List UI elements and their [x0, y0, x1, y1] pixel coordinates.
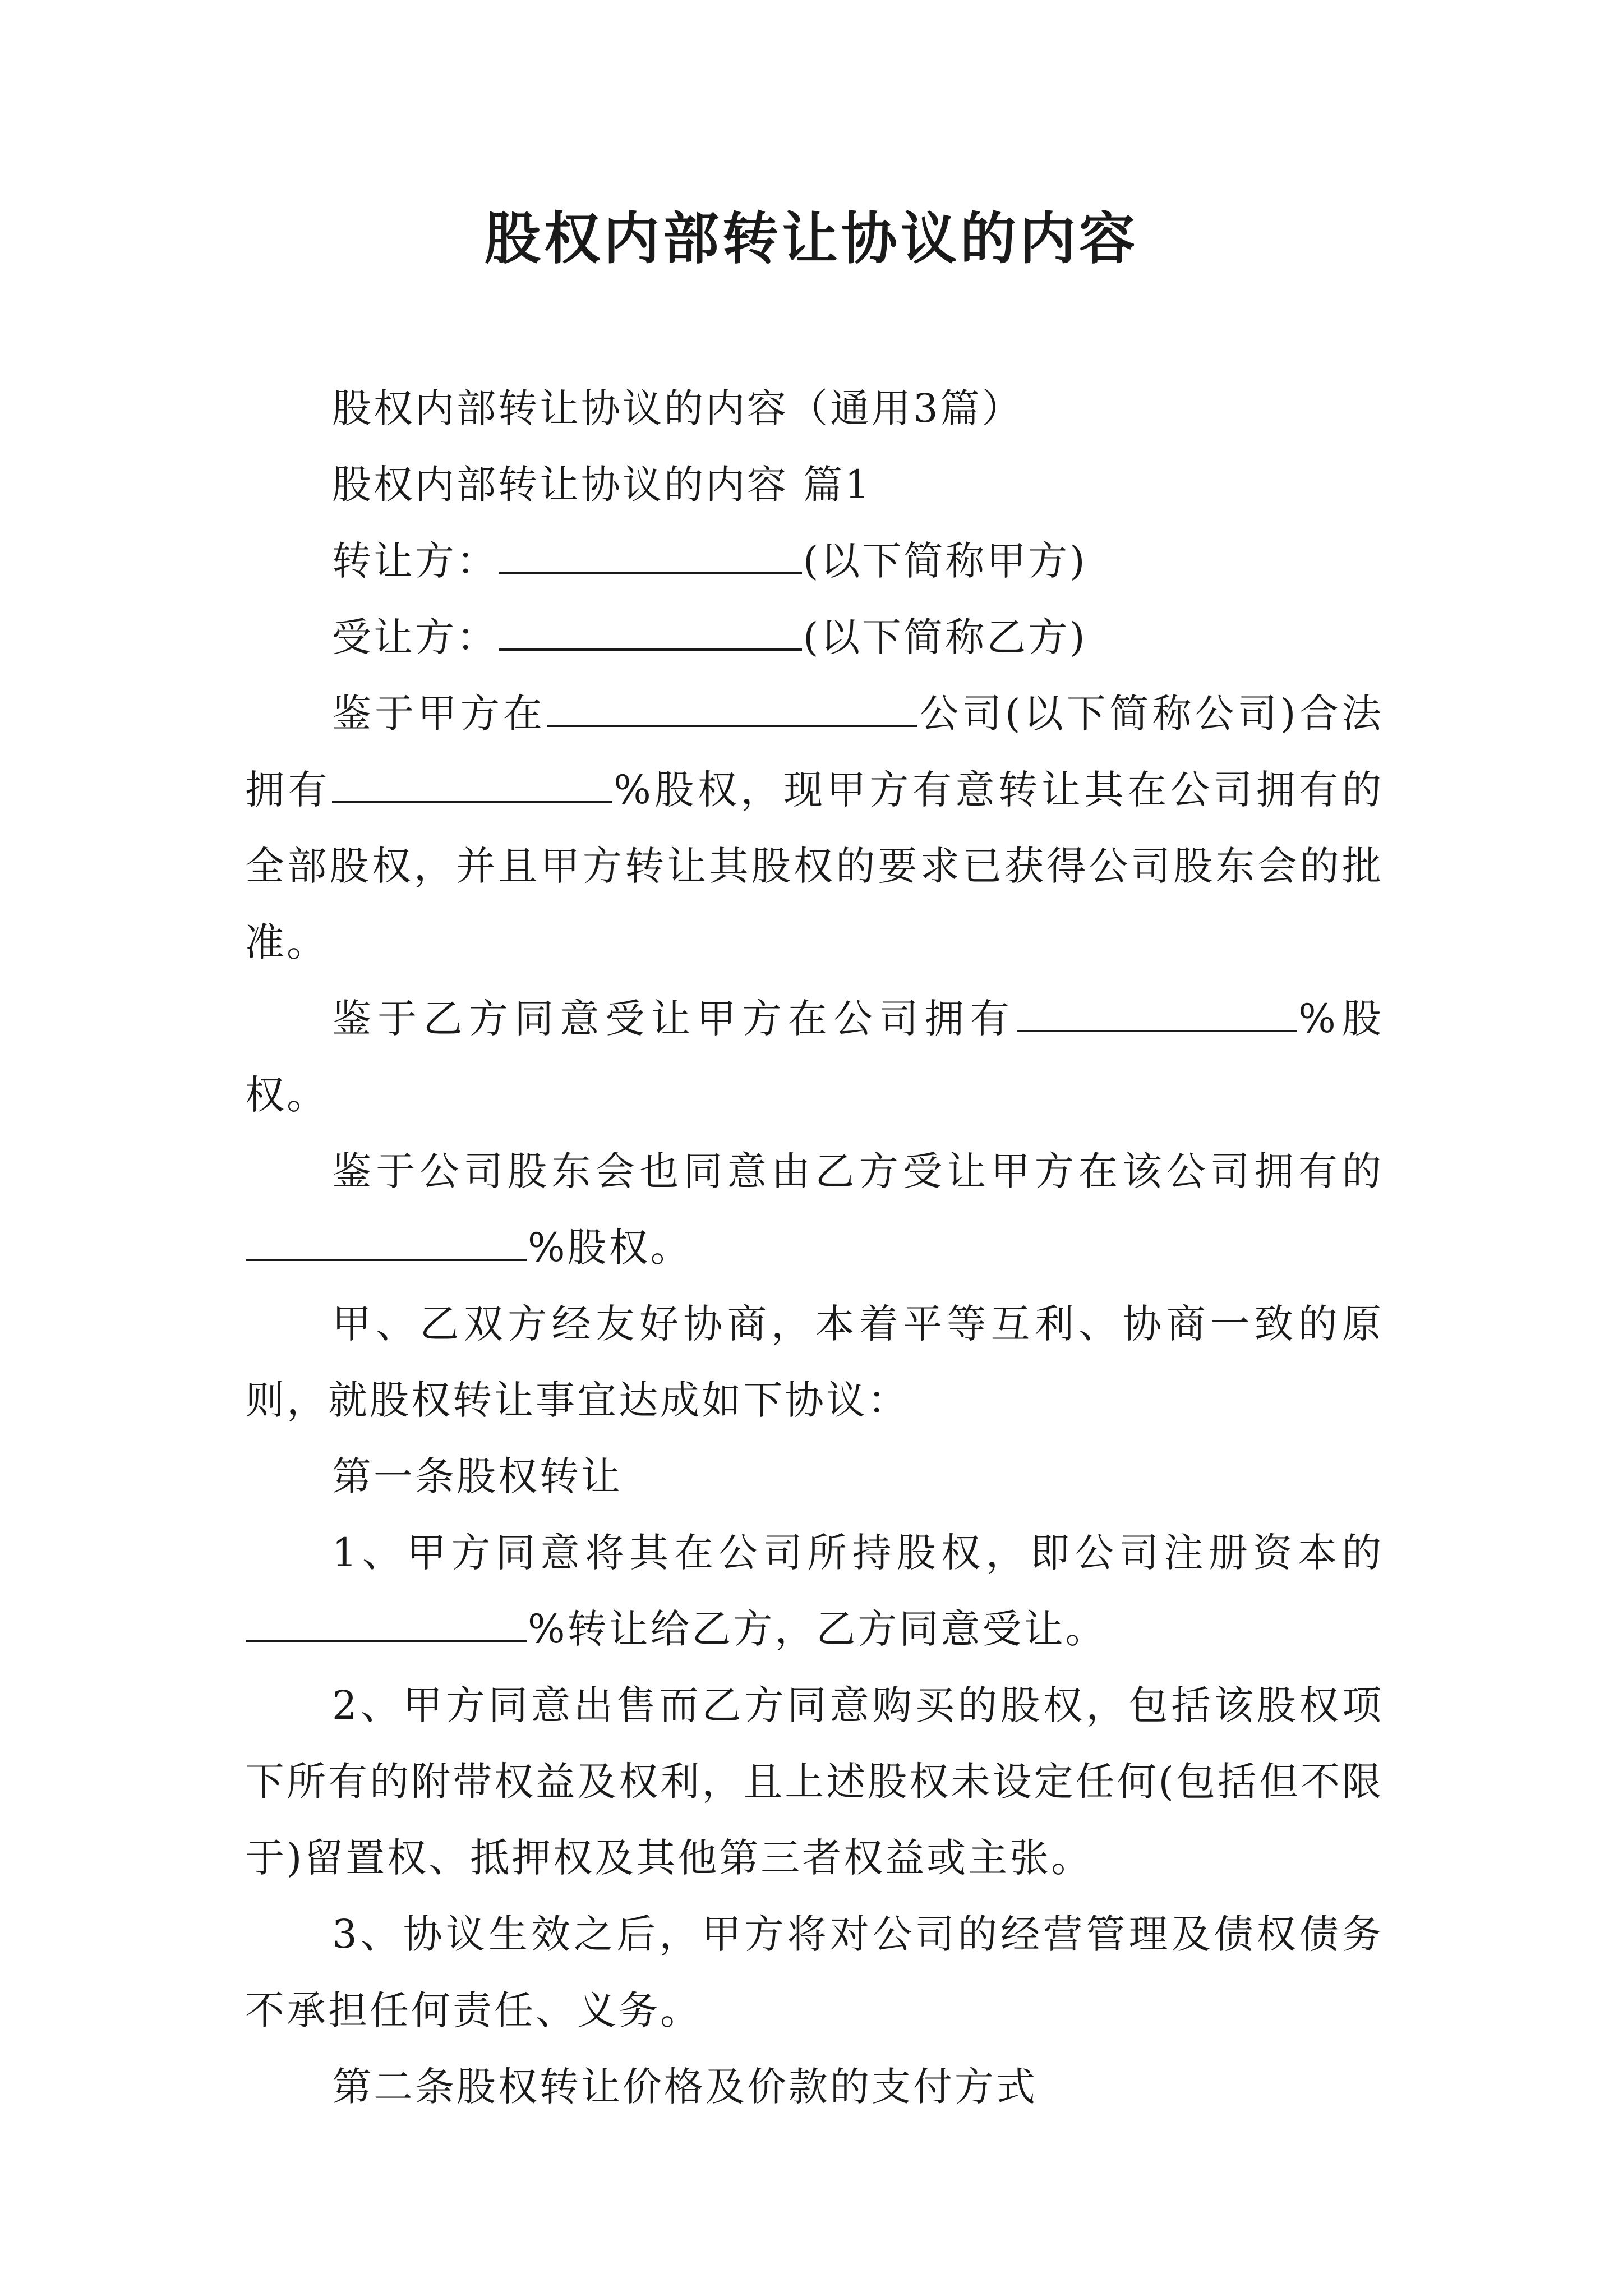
paragraph-subtitle: 股权内部转让协议的内容（通用3篇） [332, 385, 1023, 431]
recital-3-part-b: %股权。 [528, 1225, 692, 1271]
paragraph-transferor [245, 523, 1384, 599]
equity-percent-blank [332, 769, 612, 803]
document-body [245, 370, 1384, 2125]
transferor-blank [499, 540, 802, 574]
transferor-note: (以下简称甲方) [803, 538, 1087, 584]
capital-percent-blank [246, 1608, 527, 1642]
paragraph-recital-3 [245, 1133, 1384, 1286]
clause-1-part-a: 1、甲方同意将其在公司所持股权，即公司注册资本的 [332, 1530, 1384, 1576]
document-title: 股权内部转让协议的内容 [485, 205, 1138, 272]
article-2-heading: 第二条股权转让价格及价款的支付方式 [332, 2064, 1038, 2110]
paragraph-recital-2 [245, 981, 1384, 1133]
paragraph-recital-1 [245, 675, 1384, 981]
recital-1-part-a: 鉴于甲方在 [332, 691, 546, 737]
recital-2-part-a: 鉴于乙方同意受让甲方在公司拥有 [332, 996, 1016, 1042]
transferee-note: (以下简称乙方) [803, 614, 1087, 660]
equity-percent-blank [246, 1226, 527, 1261]
recital-2-part-b: %股权。 [245, 996, 1384, 1118]
company-name-blank [547, 692, 917, 727]
article-1-heading: 第一条股权转让 [332, 1453, 623, 1499]
article-1-clause-2: 2、甲方同意出售而乙方同意购买的股权，包括该股权项下所有的附带权益及权利，且上述股权未设定任何(包括但不限于)留置权、抵押权及其他第三者权益或主张。 [245, 1682, 1384, 1881]
equity-percent-blank [1017, 997, 1297, 1032]
paragraph-transferee [245, 599, 1384, 675]
recital-1-part-b: 公司(以下简称公司)合法拥有 [245, 691, 1384, 813]
recital-3-part-a: 鉴于公司股东会也同意由乙方受让甲方在该公司拥有的 [332, 1148, 1384, 1194]
recital-1-part-c: %股权，现甲方有意转让其在公司拥有的全部股权，并且甲方转让其股权的要求已获得公司股东会的批准。 [245, 767, 1384, 965]
paragraph-section-heading: 股权内部转让协议的内容 篇1 [332, 462, 872, 508]
article-1-clause-1 [245, 1515, 1384, 1667]
clause-1-part-b: %转让给乙方，乙方同意受让。 [528, 1606, 1107, 1652]
transferee-label: 受让方： [332, 614, 498, 660]
article-1-clause-3: 3、协议生效之后，甲方将对公司的经营管理及债权债务不承担任何责任、义务。 [245, 1911, 1384, 2033]
transferee-blank [499, 616, 802, 651]
transferor-label: 转让方： [332, 538, 498, 584]
paragraph-agreement-intro: 甲、乙双方经友好协商，本着平等互利、协商一致的原则，就股权转让事宜达成如下协议： [245, 1301, 1384, 1423]
